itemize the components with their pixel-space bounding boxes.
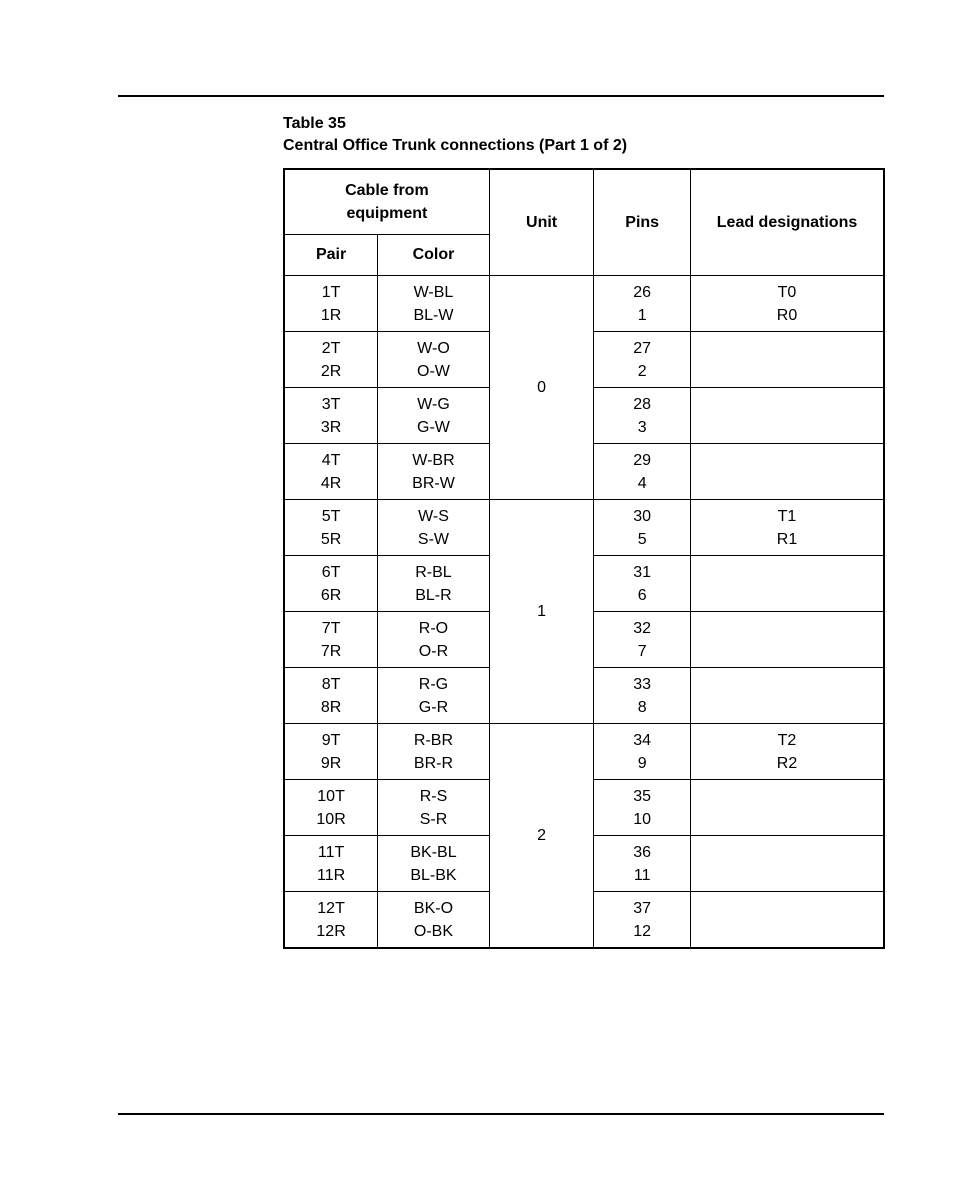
table-row [284,500,884,556]
unit-cell: 1 [489,500,594,724]
header-rule [118,95,884,97]
pins-cell: 36 11 [594,836,691,892]
pair-cell: 7T 7R [284,612,378,668]
pins-cell: 28 3 [594,388,691,444]
lead-designation-cell [691,836,885,892]
pair-cell: 11T 11R [284,836,378,892]
color-cell: W-O O-W [378,332,490,388]
color-cell: W-BR BR-W [378,444,490,500]
color-cell: R-S S-R [378,780,490,836]
trunk-connections-table [283,168,885,949]
header-lead-designations: Lead designations [691,169,885,276]
table-body [284,276,884,949]
lead-designation-cell [691,892,885,949]
pins-cell: 26 1 [594,276,691,332]
lead-designation-cell: T1 R1 [691,500,885,556]
lead-designation-cell: T2 R2 [691,724,885,780]
pair-cell: 2T 2R [284,332,378,388]
lead-designation-cell [691,388,885,444]
color-cell: W-G G-W [378,388,490,444]
pair-cell: 10T 10R [284,780,378,836]
lead-designation-cell [691,668,885,724]
color-cell: BK-BL BL-BK [378,836,490,892]
color-cell: R-O O-R [378,612,490,668]
table-row [284,724,884,780]
pins-cell: 34 9 [594,724,691,780]
color-cell: R-BR BR-R [378,724,490,780]
pair-cell: 9T 9R [284,724,378,780]
header-cable-from-equipment: Cable from equipment [284,169,489,235]
lead-designation-cell: T0 R0 [691,276,885,332]
footer-rule [118,1113,884,1115]
pair-cell: 8T 8R [284,668,378,724]
lead-designation-cell [691,780,885,836]
header-unit: Unit [489,169,594,276]
pins-cell: 27 2 [594,332,691,388]
pair-cell: 1T 1R [284,276,378,332]
lead-designation-cell [691,556,885,612]
pins-cell: 33 8 [594,668,691,724]
color-cell: W-BL BL-W [378,276,490,332]
color-cell: W-S S-W [378,500,490,556]
table-row [284,276,884,332]
header-color: Color [378,235,490,276]
table-title: Central Office Trunk connections (Part 1 of 2) [283,137,628,154]
color-cell: R-BL BL-R [378,556,490,612]
pins-cell: 30 5 [594,500,691,556]
pair-cell: 12T 12R [284,892,378,949]
pins-cell: 32 7 [594,612,691,668]
pins-cell: 31 6 [594,556,691,612]
lead-designation-cell [691,612,885,668]
pins-cell: 35 10 [594,780,691,836]
pair-cell: 3T 3R [284,388,378,444]
pair-cell: 6T 6R [284,556,378,612]
lead-designation-cell [691,444,885,500]
table-caption [283,113,627,157]
color-cell: R-G G-R [378,668,490,724]
table-number: Table 35 [283,115,346,132]
unit-cell: 0 [489,276,594,500]
header-pair: Pair [284,235,378,276]
color-cell: BK-O O-BK [378,892,490,949]
lead-designation-cell [691,332,885,388]
pair-cell: 5T 5R [284,500,378,556]
pins-cell: 37 12 [594,892,691,949]
pins-cell: 29 4 [594,444,691,500]
pair-cell: 4T 4R [284,444,378,500]
unit-cell: 2 [489,724,594,949]
header-pins: Pins [594,169,691,276]
